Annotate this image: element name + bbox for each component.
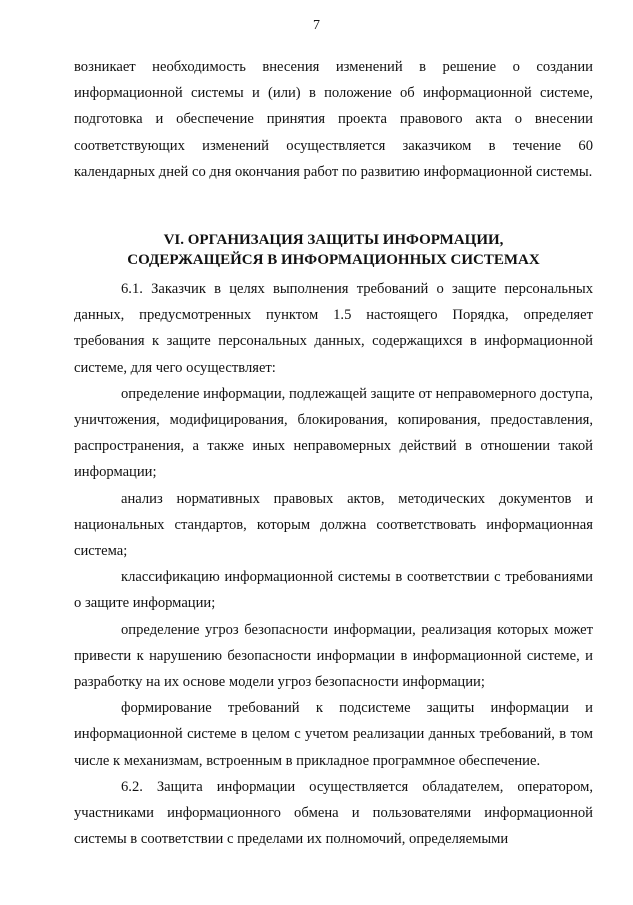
list-item-requirements: формирование требований к подсистеме защиты информации и информационной системе в целом с учетом реализации данных требований, в том числе к механизмам, встроенным в прикладное программное обеспечение. <box>74 700 593 769</box>
intro-text-block <box>74 54 593 185</box>
list-item-classification: классификацию информационной системы в соответствии с требованиями о защите информации; <box>74 569 593 612</box>
paragraph-6-2: 6.2. Защита информации осуществляется обладателем, оператором, участниками информационного обмена и пользователями информационной системы в соответствии с пределами их полномочий, определяемыми <box>74 778 593 848</box>
intro-paragraph: возникает необходимость внесения изменений в решение о создании информационной системы и (или) в положение об информационной системе, подготовка и обеспечение принятия проекта правового акта о внесении соответствующих изменений осуществляется заказчиком в течение 60 календарных дней со дня окончания работ по развитию информационной системы. <box>74 59 593 180</box>
list-item-determination: определение информации, подлежащей защите от неправомерного доступа, уничтожения, модифицирования, блокирования, копирования, предоставления, распространения, а также иных неправомерных действий в отношении такой информации; <box>74 385 593 481</box>
section-body <box>74 276 593 852</box>
section-heading-line-2: СОДЕРЖАЩЕЙСЯ В ИНФОРМАЦИОННЫХ СИСТЕМАХ <box>127 252 540 268</box>
page-number: 7 <box>313 18 320 33</box>
list-item-threats: определение угроз безопасности информации, реализация которых может привести к нарушению безопасности информации в информационной системе, и разработку на их основе модели угроз безопасности информации; <box>74 621 593 691</box>
list-item-analysis: анализ нормативных правовых актов, методических документов и национальных стандартов, которым должна соответствовать информационная система; <box>74 490 593 560</box>
paragraph-6-1: 6.1. Заказчик в целях выполнения требований о защите персональных данных, предусмотренных пунктом 1.5 настоящего Порядка, определяет требования к защите персональных данных, содержащихся в информационной системе, для чего осуществляет: <box>74 281 593 376</box>
section-heading-line-1: VI. ОРГАНИЗАЦИЯ ЗАЩИТЫ ИНФОРМАЦИИ, <box>163 232 504 248</box>
section-heading <box>74 230 593 270</box>
